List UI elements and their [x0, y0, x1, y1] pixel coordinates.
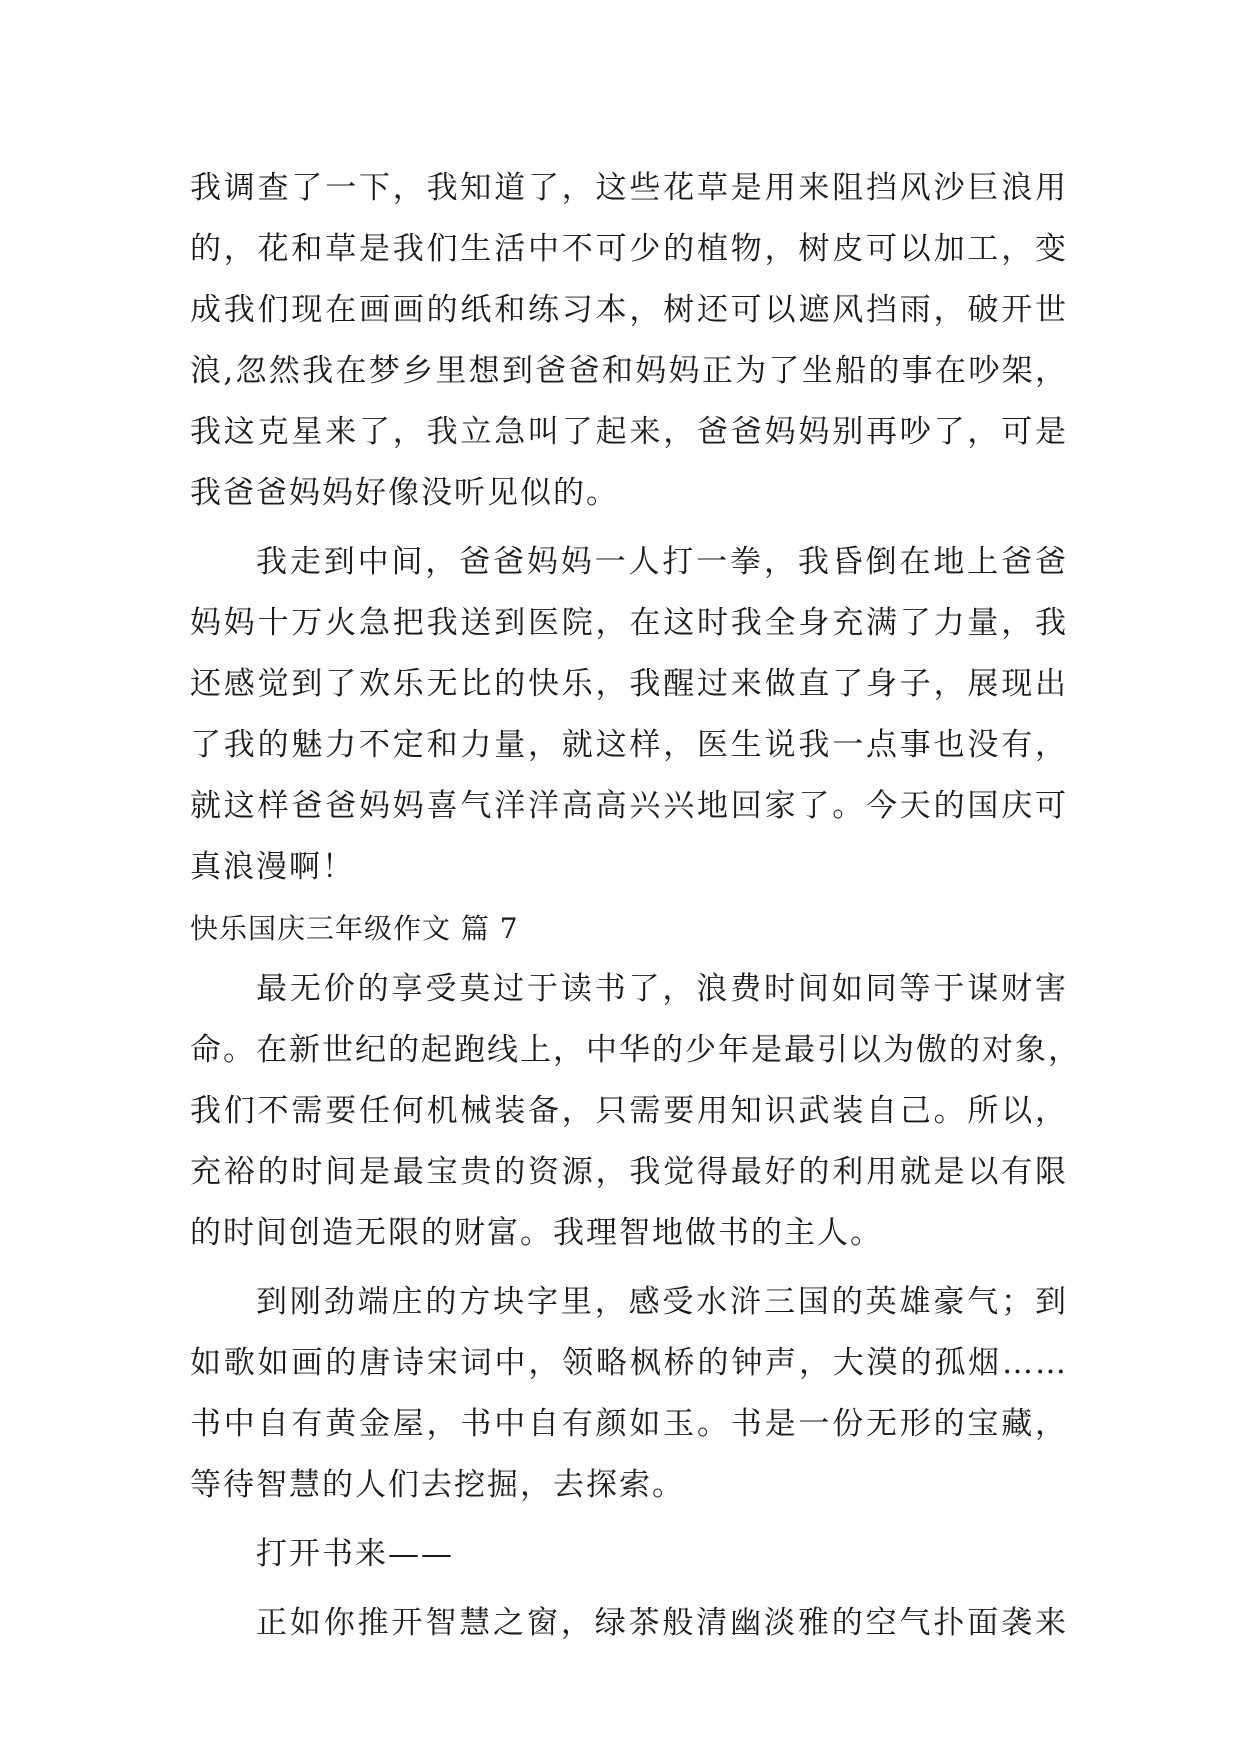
text-line: 书中自有黄金屋，书中自有颜如玉。书是一份无形的宝藏，	[190, 1406, 1068, 1442]
document-body	[190, 158, 1081, 1654]
text-line: 妈妈十万火急把我送到医院，在这时我全身充满了力量，我	[190, 605, 1068, 641]
text-line: 充裕的时间是最宝贵的资源，我觉得最好的利用就是以有限	[190, 1154, 1068, 1190]
text-line: 我走到中间，爸爸妈妈一人打一拳，我昏倒在地上爸爸	[256, 544, 1068, 580]
text-line: 就这样爸爸妈妈喜气洋洋高高兴兴地回家了。今天的国庆可	[190, 788, 1068, 824]
text-line: 到刚劲端庄的方块字里，感受水浒三国的英雄豪气；到	[256, 1284, 1068, 1320]
text-line: 命。在新世纪的起跑线上，中华的少年是最引以为傲的对象，	[190, 1032, 1081, 1068]
text-line: 如歌如画的唐诗宋词中，领略枫桥的钟声，大漠的孤烟……	[190, 1345, 1068, 1381]
text-line: 成我们现在画画的纸和练习本，树还可以遮风挡雨，破开世	[190, 292, 1068, 328]
text-line: 的时间创造无限的财富。我理智地做书的主人。	[190, 1215, 883, 1251]
text-line: 我这克星来了，我立急叫了起来，爸爸妈妈别再吵了，可是	[190, 414, 1068, 450]
paragraph	[190, 158, 1068, 524]
text-line: 等待智慧的人们去挖掘，去探索。	[190, 1467, 685, 1503]
text-line: 浪,忽然我在梦乡里想到爸爸和妈妈正为了坐船的事在吵架，	[190, 353, 1068, 389]
text-line: 打开书来——	[256, 1536, 454, 1572]
text-line: 正如你推开智慧之窗，绿茶般清幽淡雅的空气扑面袭来	[256, 1605, 1068, 1641]
text-line: 的，花和草是我们生活中不可少的植物，树皮可以加工，变	[190, 231, 1068, 267]
paragraph	[190, 532, 1068, 898]
text-line: 我们不需要任何机械装备，只需要用知识武装自己。所以，	[190, 1093, 1068, 1129]
paragraph	[190, 1524, 1068, 1585]
text-line: 最无价的享受莫过于读书了，浪费时间如同等于谋财害	[256, 971, 1068, 1007]
paragraph	[190, 1272, 1068, 1516]
paragraph	[190, 1593, 1068, 1654]
section-heading: 快乐国庆三年级作文 篇 7	[190, 912, 519, 945]
text-line: 还感觉到了欢乐无比的快乐，我醒过来做直了身子，展现出	[190, 666, 1068, 702]
text-line: 我调查了一下，我知道了，这些花草是用来阻挡风沙巨浪用	[190, 170, 1068, 206]
text-line: 了我的魅力不定和力量，就这样，医生说我一点事也没有，	[190, 727, 1068, 763]
text-line: 真浪漫啊！	[190, 849, 355, 885]
paragraph	[190, 959, 1081, 1264]
text-line: 我爸爸妈妈好像没听见似的。	[190, 475, 619, 511]
